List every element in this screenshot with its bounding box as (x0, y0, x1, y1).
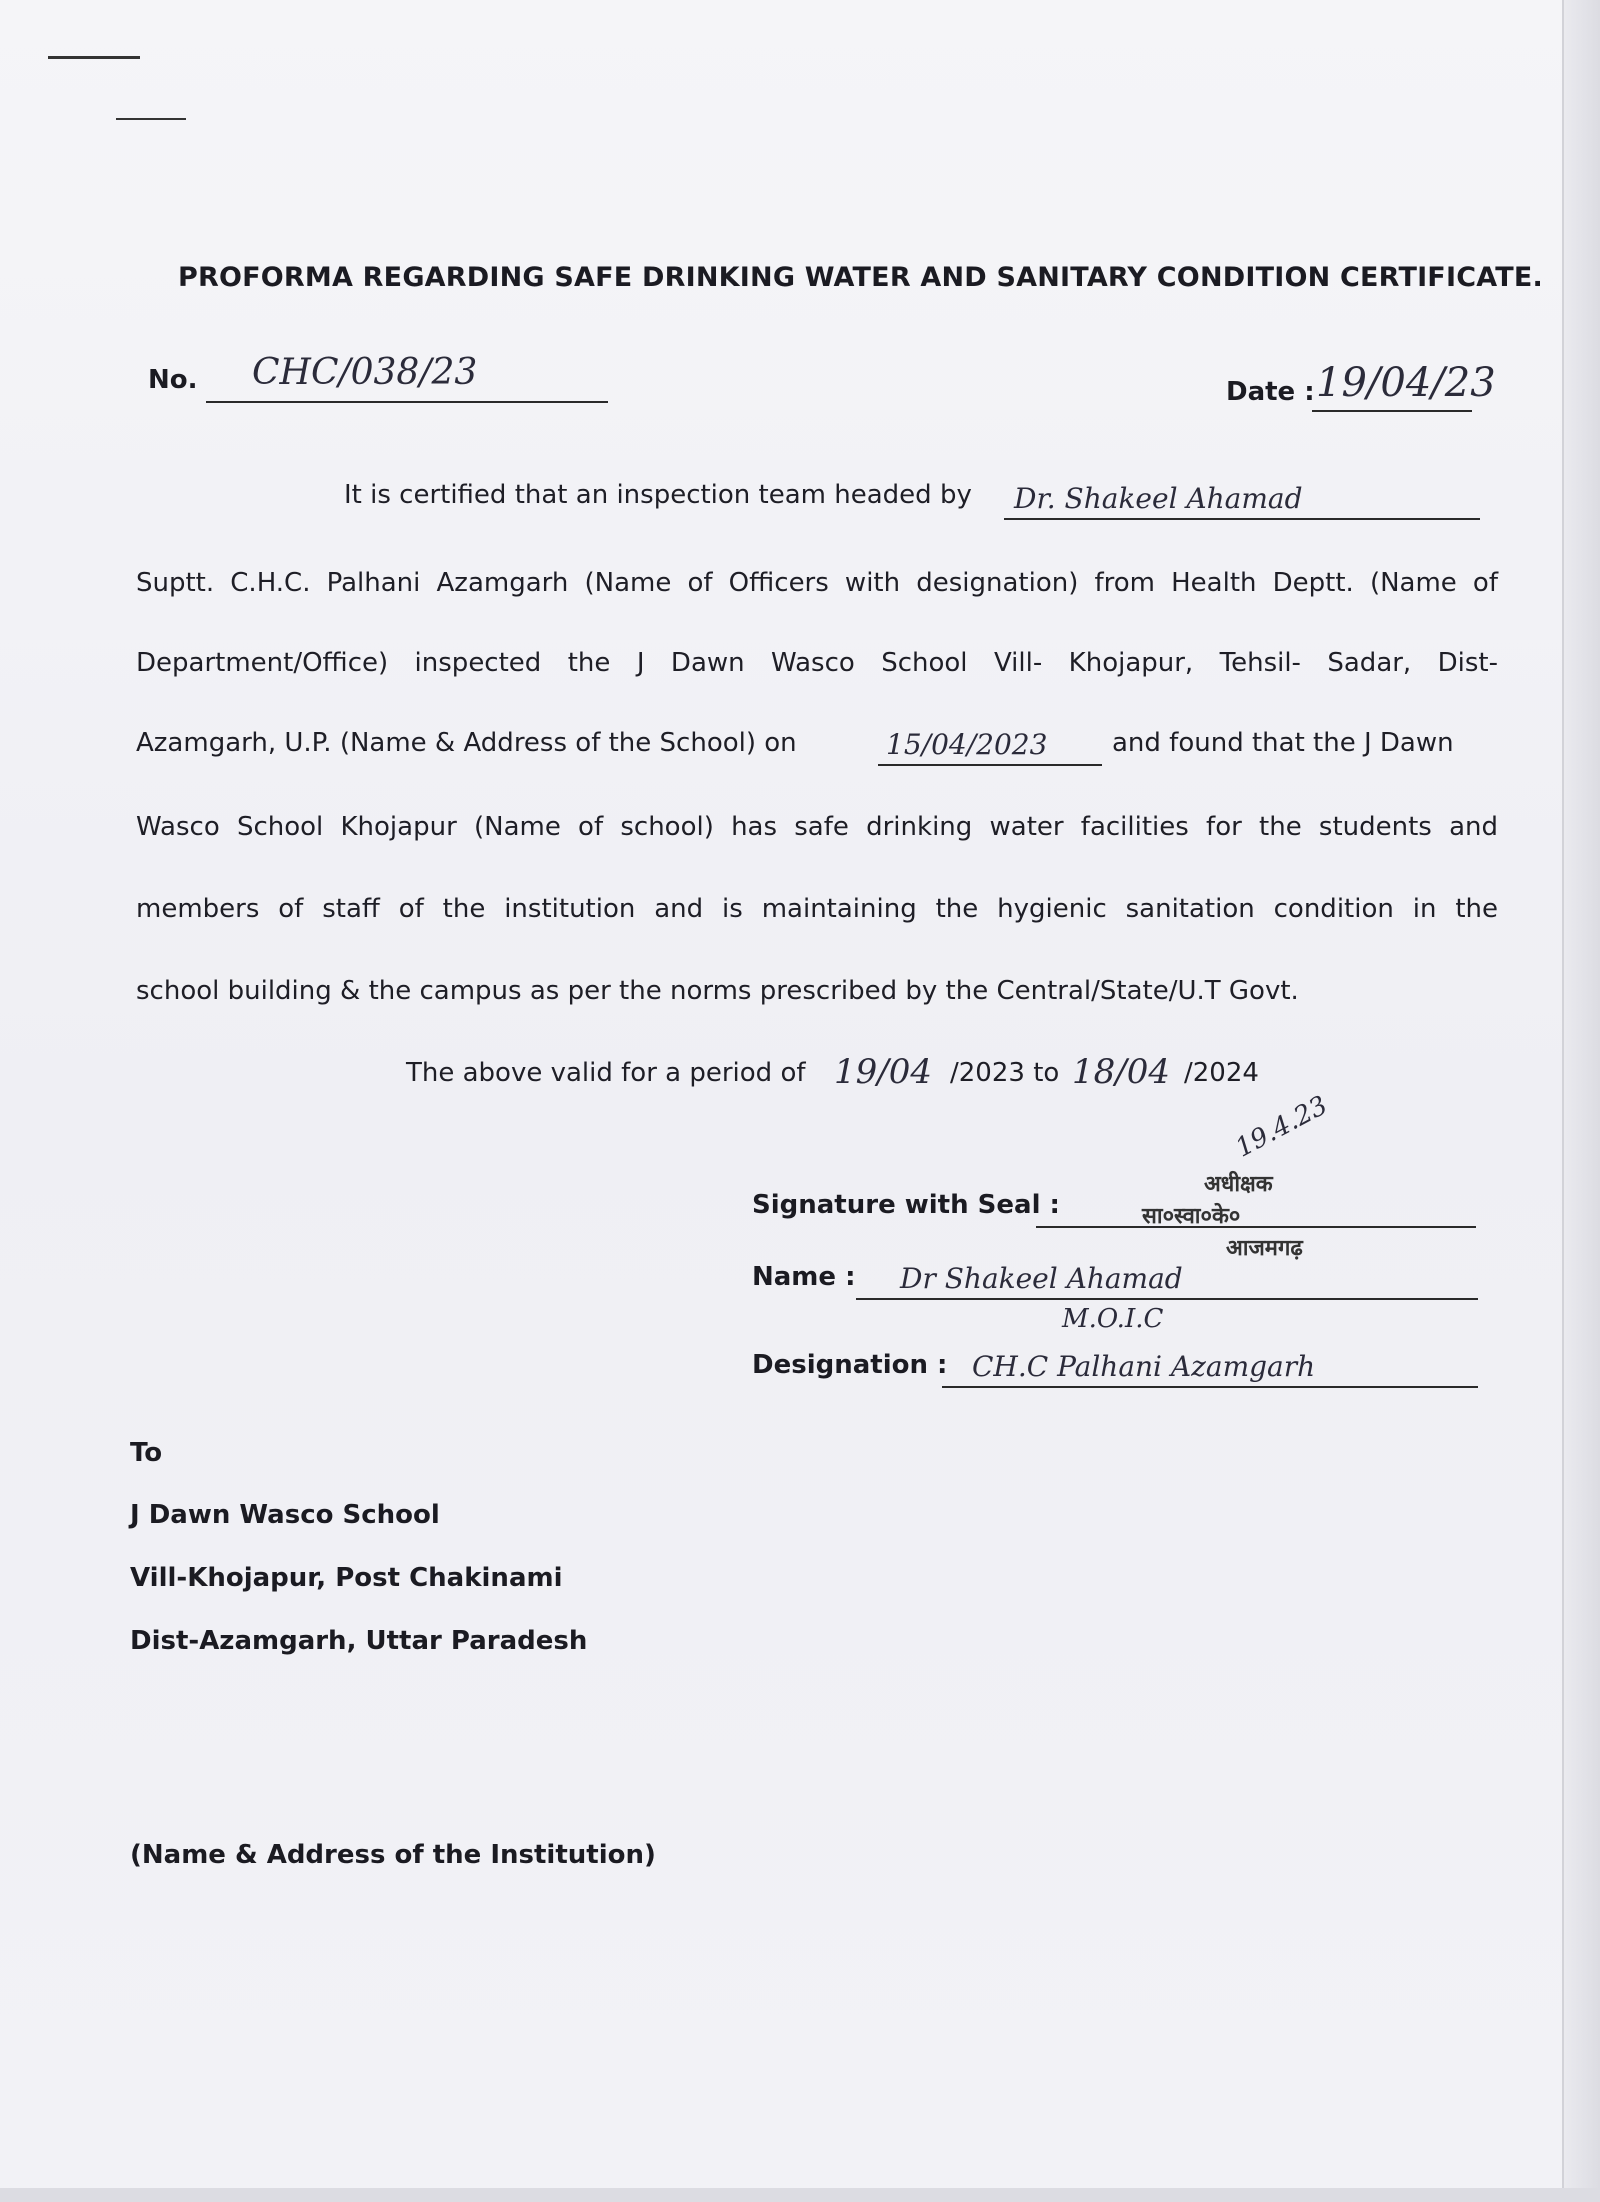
recipient-line-2: Vill-Khojapur, Post Chakinami (130, 1563, 563, 1593)
corner-mark-1 (48, 56, 140, 59)
para-line-1: It is certified that an inspection team headed by (344, 480, 972, 510)
validity-to-tail: /2024 (1184, 1058, 1259, 1088)
recipient-line-1: J Dawn Wasco School (130, 1500, 440, 1530)
inspection-date-handwritten: 15/04/2023 (886, 728, 1048, 761)
seal-line-3: आजमगढ़ (1226, 1236, 1303, 1261)
designation-underline (942, 1386, 1478, 1388)
date-underline (1312, 410, 1472, 412)
name-underline (856, 1298, 1478, 1300)
signer-name-handwritten: Dr Shakeel Ahamad (900, 1262, 1183, 1295)
seal-line-1: अधीक्षक (1204, 1172, 1273, 1197)
document-title: PROFORMA REGARDING SAFE DRINKING WATER AND SANITARY CONDITION CERTIFICATE. (178, 262, 1543, 293)
official-seal (1128, 1090, 1378, 1268)
inspector-name-handwritten: Dr. Shakeel Ahamad (1014, 482, 1303, 515)
designation-handwritten: CH.C Palhani Azamgarh (972, 1350, 1316, 1383)
recipient-to: To (130, 1438, 163, 1468)
para-line-5: Wasco School Khojapur (Name of school) has safe drinking water facilities for the students and (136, 812, 1498, 842)
paper-edge-right (1562, 0, 1600, 2202)
validity-pre: The above valid for a period of (406, 1058, 806, 1088)
seal-date-handwritten: 19.4.23 (1230, 1090, 1333, 1164)
inspector-underline (1004, 518, 1480, 520)
para-line-2: Suptt. C.H.C. Palhani Azamgarh (Name of Officers with designation) from Health Deptt. (Name of (136, 568, 1498, 598)
validity-to-handwritten: 18/04 (1072, 1052, 1170, 1092)
date-label: Date : (1226, 377, 1315, 407)
para-line-3: Department/Office) inspected the J Dawn Wasco School Vill- Khojapur, Tehsil- Sadar, Dist- (136, 648, 1498, 678)
validity-from-tail: /2023 to (950, 1058, 1060, 1088)
date-value-handwritten: 19/04/23 (1316, 360, 1496, 406)
para-line-7: school building & the campus as per the norms prescribed by the Central/State/U.T Govt. (136, 976, 1299, 1006)
paper-edge-bottom (0, 2188, 1600, 2202)
institution-footer: (Name & Address of the Institution) (130, 1840, 656, 1870)
para-line-4-post: and found that the J Dawn (1112, 728, 1454, 758)
seal-line-2: सा०स्वा०के० (1142, 1204, 1241, 1229)
recipient-line-3: Dist-Azamgarh, Uttar Paradesh (130, 1626, 588, 1656)
signature-label: Signature with Seal : (752, 1190, 1060, 1220)
no-underline (206, 401, 608, 403)
corner-mark-2 (116, 118, 186, 120)
inspection-date-underline (878, 764, 1102, 766)
para-line-6: members of staff of the institution and is maintaining the hygienic sanitation condition in the (136, 894, 1498, 924)
designation-label: Designation : (752, 1350, 948, 1380)
signer-title-handwritten: M.O.I.C (1062, 1304, 1164, 1334)
validity-from-handwritten: 19/04 (834, 1052, 932, 1092)
name-label: Name : (752, 1262, 856, 1292)
no-value-handwritten: CHC/038/23 (252, 352, 478, 393)
para-line-4-pre: Azamgarh, U.P. (Name & Address of the School) on (136, 728, 797, 758)
no-label: No. (148, 365, 198, 395)
